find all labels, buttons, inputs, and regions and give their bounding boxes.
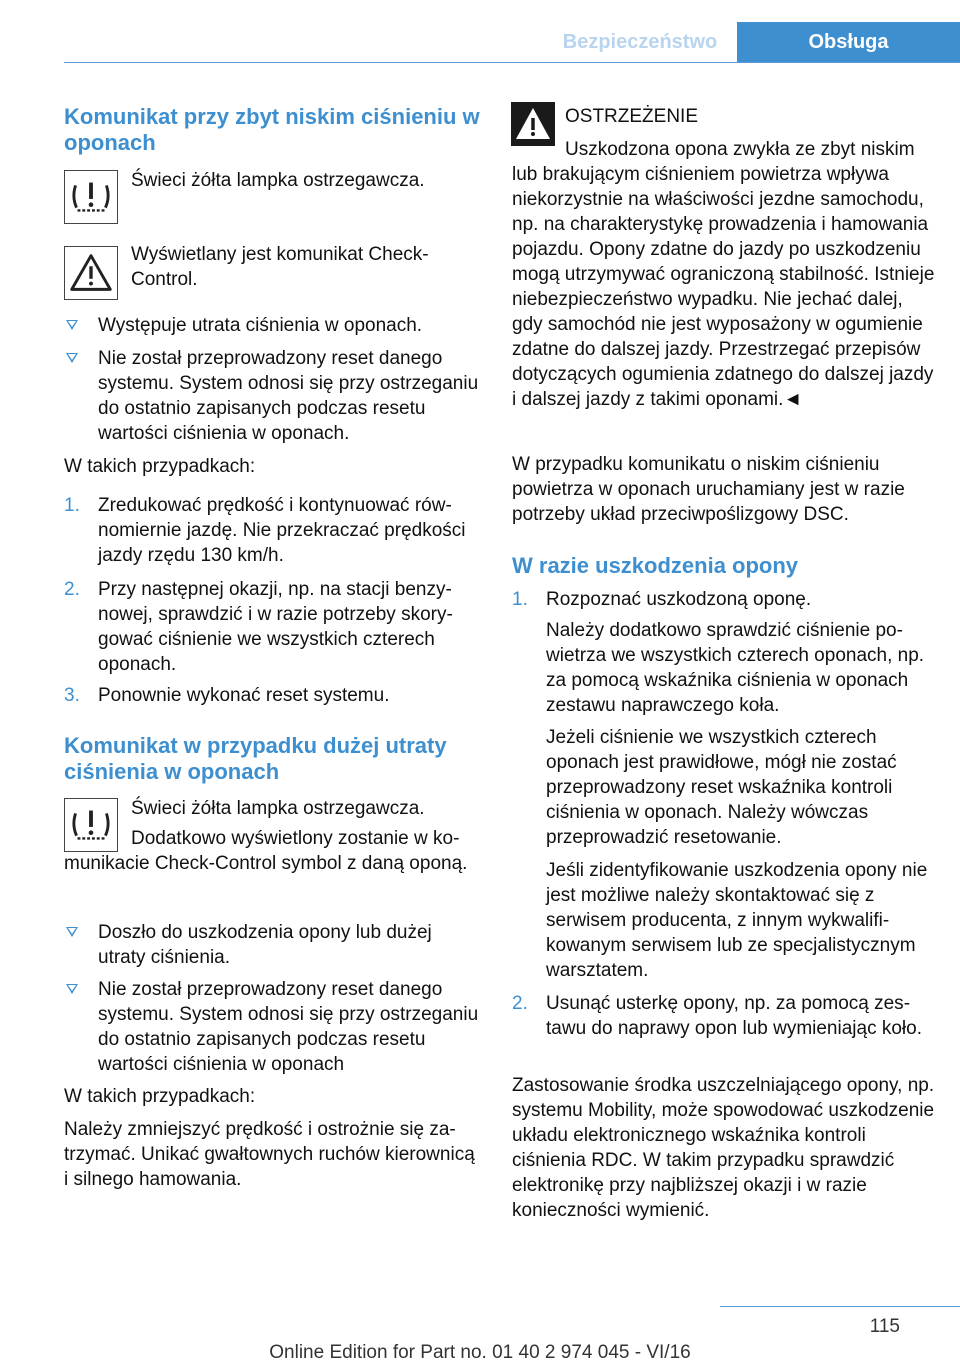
step1-paragraph: Jeśli zidentyfikowanie uszkodzenia opony nie jest możliwe należy skontaktować się z serwisem producenta, z innym wykwalifikowanym serwisem lub ze specjalistycznym warsztatem. <box>546 860 928 981</box>
step1-paragraph: Należy dodatkowo sprawdzić ciśnienie powietrza we wszystkich czterech oponach, np. za pomocą wskaźnika ciśnienia w oponach zestawu naprawczego koła. <box>546 620 925 716</box>
warning-triangle-icon <box>64 246 118 300</box>
bullet-triangle-icon <box>66 353 78 363</box>
icon2-text: Wyświetlany jest komunikat Check-Control. <box>131 244 429 290</box>
icon3-text-2: Dodatkowo wyświetlony zostanie w komunikacie Check-Control symbol z daną oponą. <box>64 828 468 874</box>
final-advice: Należy zmniejszyć prędkość i ostrożnie się zatrzymać. Unikać gwałtownych ruchów kierownicą i silnego hamowania. <box>64 1119 475 1190</box>
header-rule <box>64 62 960 63</box>
step1-paragraph: Jeżeli ciśnienie we wszystkich czterech oponach jest prawidłowe, mógł nie zostać przeprowadzony reset wskaźnika kontroli ciśnienia w oponach. Należy wówczas przeprowadzić resetowanie. <box>546 727 897 848</box>
tire-pressure-warning-icon <box>64 170 118 224</box>
heading-tire-damage: W razie uszkodzenia opony <box>512 553 799 578</box>
cases-label-2: W takich przypadkach: <box>64 1086 256 1107</box>
heading-high-loss: Komunikat w przypadku dużej utraty ciśnienia w oponach <box>64 733 447 784</box>
final-paragraph: Zastosowanie środka uszczelniającego opony, np. systemu Mobility, może spowodować uszkodzenie układu elektronicznego wskaźnika kontroli ciśnienia RDC. W takim przypadku sprawdzić elektronikę przy najbliższej okazji i w razie konieczności wymienić. <box>512 1075 935 1221</box>
icon1-text: Świeci żółta lampka ostrzegawcza. <box>131 170 425 191</box>
bullet-triangle-icon <box>66 320 78 330</box>
bullet-triangle-icon <box>66 984 78 994</box>
cases-label: W takich przypadkach: <box>64 456 256 477</box>
page-number: 115 <box>869 1316 900 1337</box>
edition-footer: Online Edition for Part no. 01 40 2 974 045 - VI/16 <box>269 1342 691 1363</box>
icon3-text: Świeci żółta lampka ostrzegawcza. <box>131 798 425 819</box>
footer-rule <box>720 1306 960 1307</box>
warning-title: OSTRZEŻENIE <box>565 106 699 127</box>
dsc-text: W przypadku komunikatu o niskim ciśnieniu powietrza w oponach uruchamiany jest w razie potrzeby układ przeciwpoślizgowy DSC. <box>512 454 905 525</box>
bullet-triangle-icon <box>66 927 78 937</box>
tab-obsluga[interactable]: Obsługa <box>737 22 960 62</box>
tab-bezpieczenstwo[interactable]: Bezpieczeństwo <box>562 31 718 53</box>
heading-low-pressure: Komunikat przy zbyt niskim ciśnieniu w oponach <box>64 104 480 155</box>
warning-body: Uszkodzona opona zwykła ze zbyt niskim lub brakującym ciśnieniem powietrza wpływa niekorzystnie na właściwości jezdne samochodu, np. na charakterystykę prowadzenia i hamowania pojazdu. Opony zdatne do jazdy po uszkodzeniu mogą utrzymywać ograniczoną stabilność. Istnieje niebezpieczeństwo wypadku. Nie jechać dalej, gdy samochód nie jest wyposażony w ogumienie zdatne do dalszej jazdy. Przestrzegać przepisów dotyczących ogumienia zdatnego do dalszej jazdy i dalszej jazdy z takimi oponami.◄ <box>512 139 935 410</box>
